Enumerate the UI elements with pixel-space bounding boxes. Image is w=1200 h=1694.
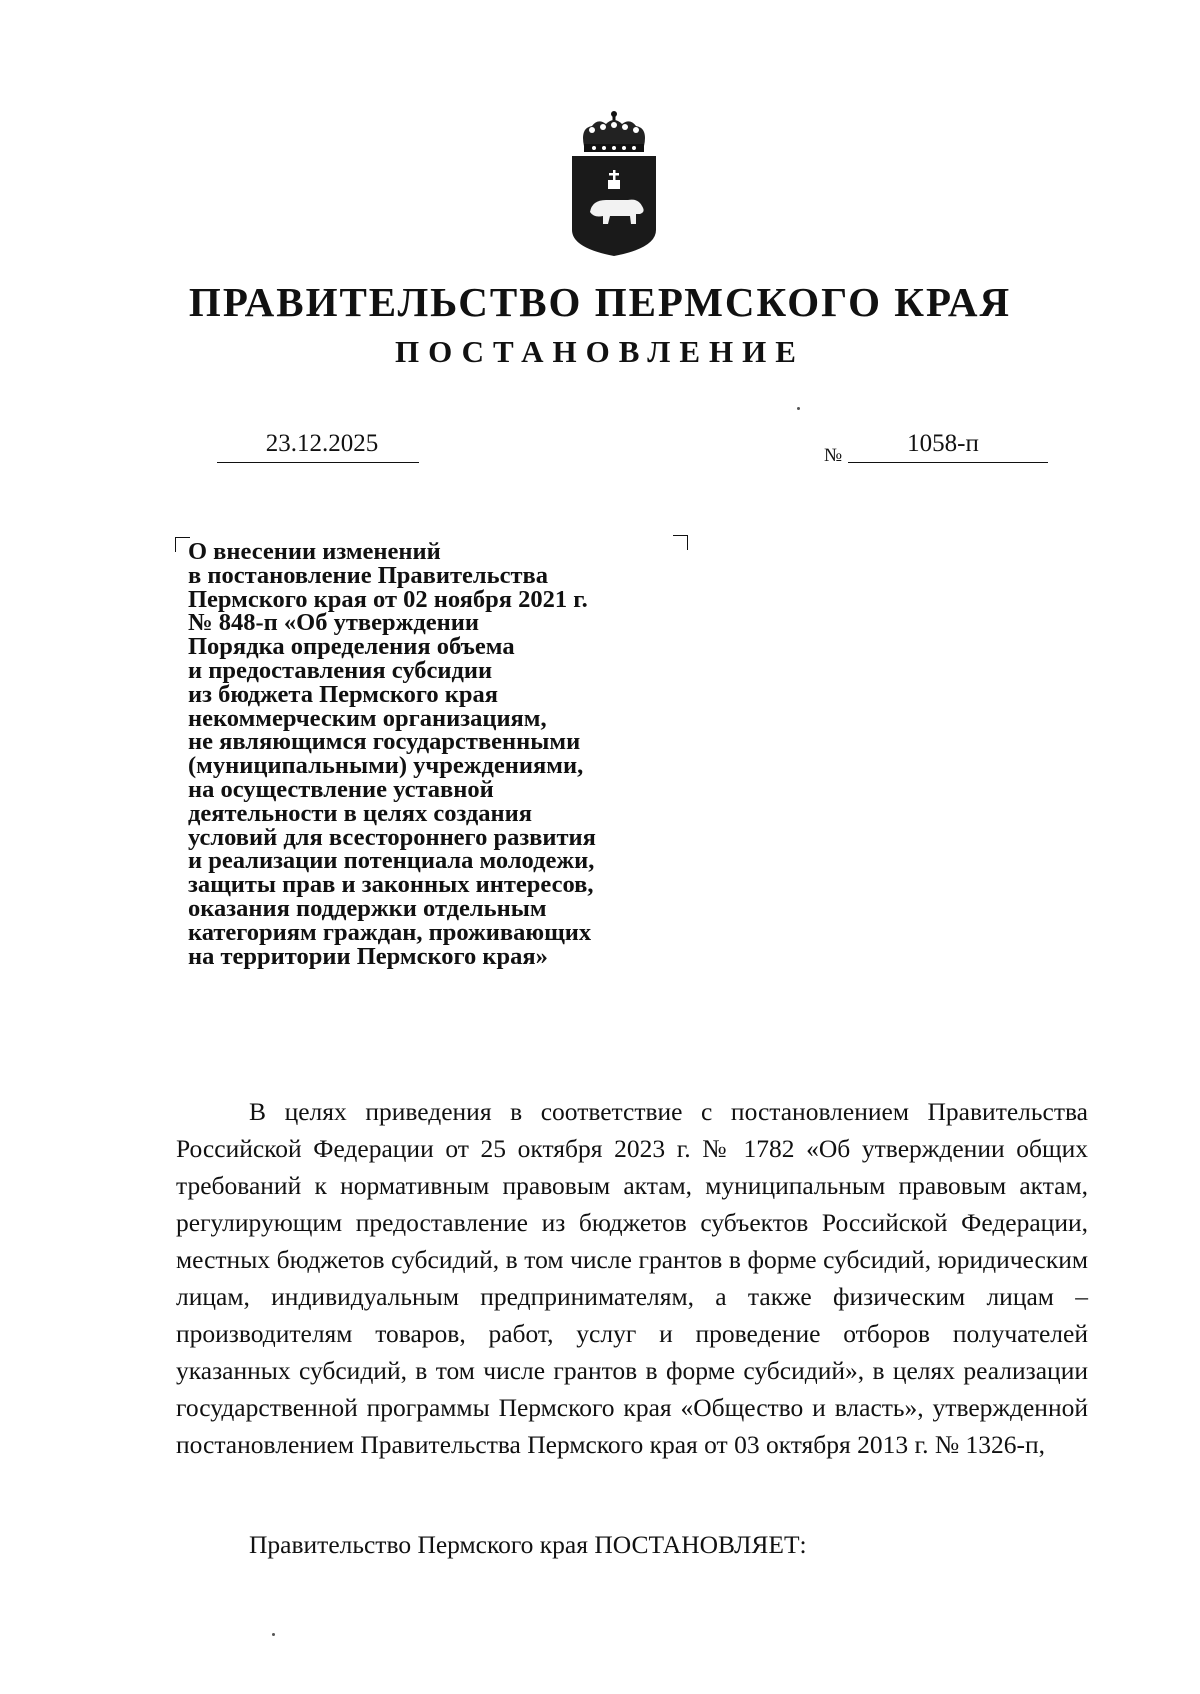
- subject-bracket-right: [673, 535, 688, 550]
- document-date: 23.12.2025: [265, 430, 379, 457]
- scan-speck: [797, 407, 800, 410]
- document-subject: О внесении изменений в постановление Правительства Пермского края от 02 ноября 2021 г. № 848-п «Об утверждении Порядка определения объема и предоставления субсидии из бюджета Пермского края некоммерческим организациям, не являющимся государственными (муниципальными) учреждениями, на осуществление уставной деятельности в целях создания условий для всестороннего развития и реализации потенциала молодежи, защиты прав и законных интересов, оказания поддержки отдельным категориям граждан, проживающих на территории Пермского края»: [188, 538, 596, 970]
- document-number: 1058-п: [907, 430, 979, 457]
- document-type-heading: ПОСТАНОВЛЕНИЕ: [395, 334, 805, 369]
- date-field: [217, 420, 419, 463]
- resolution-line: Правительство Пермского края ПОСТАНОВЛЯЕТ:: [249, 1530, 807, 1559]
- org-title: ПРАВИТЕЛЬСТВО ПЕРМСКОГО КРАЯ: [188, 279, 1012, 325]
- preamble-paragraph: В целях приведения в соответствие с постановлением Правительства Российской Федерации от 25 октября 2023 г. № 1782 «Об утверждении общих требований к нормативным правовым актам, муниципальным правовым актам, регулирующим предоставление из бюджетов субъектов Российской Федерации, местных бюджетов субсидий, в том числе грантов в форме субсидий, юридическим лицам, индивидуальным предпринимателям, а также физическим лицам – производителям товаров, работ, услуг и проведение отборов получателей указанных субсидий, в том числе грантов в форме субсидий», в целях реализации государственной программы Пермского края «Общество и власть», утвержденной постановлением Правительства Пермского края от 03 октября 2013 г. № 1326-п,: [176, 1097, 1088, 1459]
- perm-krai-coat-of-arms-icon: [570, 108, 658, 258]
- number-field: [848, 420, 1048, 463]
- scan-speck: [272, 1633, 275, 1636]
- number-sign: №: [824, 445, 843, 466]
